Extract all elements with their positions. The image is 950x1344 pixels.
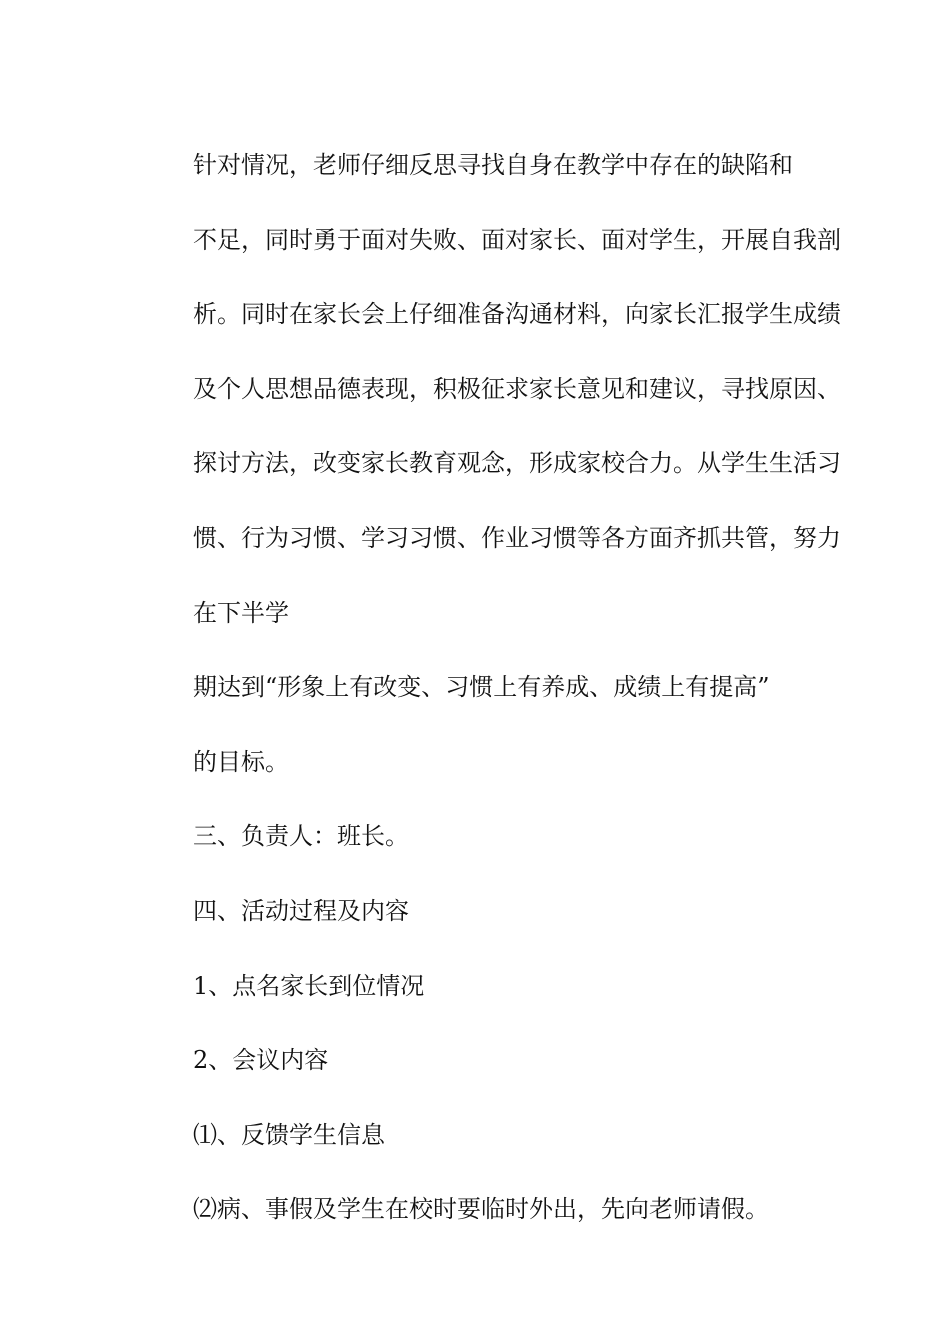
text-line: 三、负责人：班长。 — [193, 822, 409, 851]
paragraph — [145, 799, 807, 874]
text-line: 1、点名家长到位情况 — [193, 971, 425, 1000]
document-body — [145, 128, 841, 1247]
text-line: 析。同时在家长会上仔细准备沟通材料，向家长汇报学生成绩 — [193, 300, 841, 329]
text-line: 四、活动过程及内容 — [193, 896, 409, 925]
text-line: 及个人思想品德表现，积极征求家长意见和建议，寻找原因、 — [193, 374, 841, 403]
paragraph — [145, 650, 807, 799]
text-line: 在下半学 — [193, 598, 289, 627]
paragraph — [145, 949, 807, 1024]
text-line: ⑴、反馈学生信息 — [193, 1120, 385, 1149]
paragraph — [145, 128, 841, 650]
paragraph — [145, 1172, 807, 1247]
text-line: 不足，同时勇于面对失败、面对家长、面对学生，开展自我剖 — [193, 225, 841, 254]
text-line: 探讨方法，改变家长教育观念，形成家校合力。从学生生活习 — [193, 449, 841, 478]
text-line: 期达到“形象上有改变、习惯上有养成、成绩上有提高” — [193, 673, 770, 702]
text-line: ⑵病、事假及学生在校时要临时外出，先向老师请假。 — [193, 1195, 769, 1224]
text-line: 惯、行为习惯、学习习惯、作业习惯等各方面齐抓共管，努力 — [193, 523, 841, 552]
paragraph — [145, 1023, 807, 1098]
text-line: 针对情况，老师仔细反思寻找自身在教学中存在的缺陷和 — [193, 151, 793, 179]
paragraph — [145, 1098, 807, 1173]
text-line: 2、会议内容 — [193, 1046, 329, 1075]
text-line: 的目标。 — [193, 747, 289, 776]
paragraph — [145, 874, 807, 949]
